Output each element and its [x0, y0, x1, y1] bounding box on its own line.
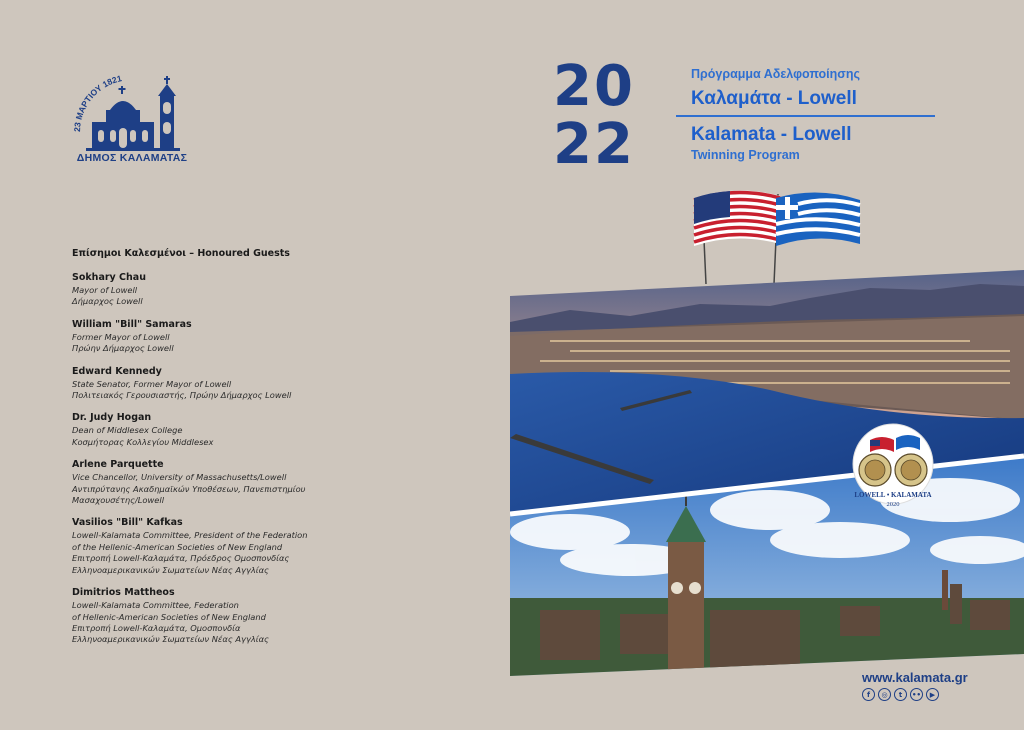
guest-title-line: Ελληνοαμερικανικών Σωματείων Νέας Αγγλίας	[72, 634, 269, 645]
title-divider	[676, 115, 935, 117]
guest-name: Vasilios "Bill" Kafkas	[72, 517, 183, 529]
guest-entry	[72, 587, 372, 646]
guest-title-line: Επιτροπή Lowell-Καλαμάτα, Πρόεδρος Ομοσπονδίας	[72, 553, 290, 564]
greek-flag-icon	[776, 192, 860, 246]
guest-entry	[72, 366, 372, 402]
facebook-icon[interactable]: f	[862, 688, 875, 701]
instagram-icon[interactable]: ◎	[878, 688, 891, 701]
program-greek-subtitle: Πρόγραμμα Αδελφοποίησης	[691, 67, 860, 81]
logo-caption: ΔΗΜΟΣ ΚΑΛΑΜΑΤΑΣ	[76, 152, 188, 164]
guest-title-line: Δήμαρχος Lowell	[72, 296, 143, 307]
guest-title-line: Μασαχουσέτης/Lowell	[72, 495, 165, 506]
guest-title-line: of the Hellenic-American Societies of New England	[72, 541, 283, 552]
guest-name: Arlene Parquette	[72, 459, 164, 471]
social-icons	[862, 688, 939, 701]
year-bottom: 22	[553, 112, 635, 177]
guest-name: Sokhary Chau	[72, 272, 146, 283]
guest-name: William "Bill" Samaras	[72, 318, 192, 330]
guest-title-line: Πολιτειακός Γερουσιαστής, Πρώην Δήμαρχος Lowell	[72, 390, 292, 401]
us-flag-icon	[694, 190, 780, 246]
guest-title-line: Mayor of Lowell	[72, 285, 138, 295]
year-top: 20	[553, 54, 635, 119]
guest-name: Dimitrios Mattheos	[72, 587, 175, 599]
youtube-icon[interactable]: ▶	[926, 688, 939, 701]
guest-title-line: of Hellenic-American Societies of New England	[72, 611, 266, 622]
program-greek-title: Καλαμάτα - Lowell	[691, 88, 857, 109]
guest-entry	[72, 459, 372, 506]
guests-heading: Επίσημοι Καλεσμένοι – Honoured Guests	[72, 248, 290, 259]
program-english-title: Kalamata - Lowell	[691, 124, 852, 145]
flags-illustration	[688, 184, 863, 284]
logo-arc-text: 23 ΜΑΡΤΙΟΥ 1821	[72, 73, 123, 133]
seal-caption: LOWELL • KALAMATA	[854, 491, 932, 499]
year-heading	[553, 54, 635, 177]
guest-title-line: Dean of Middlesex College	[72, 425, 183, 436]
guest-list	[72, 272, 372, 646]
twinning-seal-logo	[853, 424, 933, 508]
guest-name: Dr. Judy Hogan	[72, 412, 152, 424]
guest-title-line: Lowell-Kalamata Committee, President of the Federation	[72, 530, 308, 541]
guest-entry	[72, 272, 372, 308]
guest-title-line: Vice Chancellor, University of Massachusetts/Lowell	[72, 472, 287, 483]
guest-name: Edward Kennedy	[72, 365, 162, 377]
guest-entry	[72, 412, 372, 448]
city-photo-collage	[510, 270, 1024, 680]
guest-title-line: Former Mayor of Lowell	[72, 331, 170, 342]
program-english-subtitle: Twinning Program	[691, 148, 800, 162]
guest-entry	[72, 319, 372, 355]
twitter-icon[interactable]: t	[894, 688, 907, 701]
guest-title-line: Αντιπρύτανης Ακαδημαϊκών Υποθέσεων, Πανεπιστημίου	[72, 483, 306, 494]
honoured-guests-section	[72, 248, 372, 657]
guest-entry	[72, 517, 372, 576]
seal-year: 2020	[886, 501, 900, 508]
website-link[interactable]: www.kalamata.gr	[862, 670, 968, 685]
guest-title-line: Πρώην Δήμαρχος Lowell	[72, 343, 174, 354]
guest-title-line: Ελληνοαμερικανικών Σωματείων Νέας Αγγλίας	[72, 564, 269, 575]
guest-title-line: Επιτροπή Lowell-Καλαμάτα, Ομοσπονδία	[72, 622, 241, 633]
guest-title-line: State Senator, Former Mayor of Lowell	[72, 378, 232, 389]
guest-title-line: Κοσμήτορας Κολλεγίου Middlesex	[72, 436, 214, 447]
guest-title-line: Lowell-Kalamata Committee, Federation	[72, 600, 239, 611]
flickr-icon[interactable]: ••	[910, 688, 923, 701]
